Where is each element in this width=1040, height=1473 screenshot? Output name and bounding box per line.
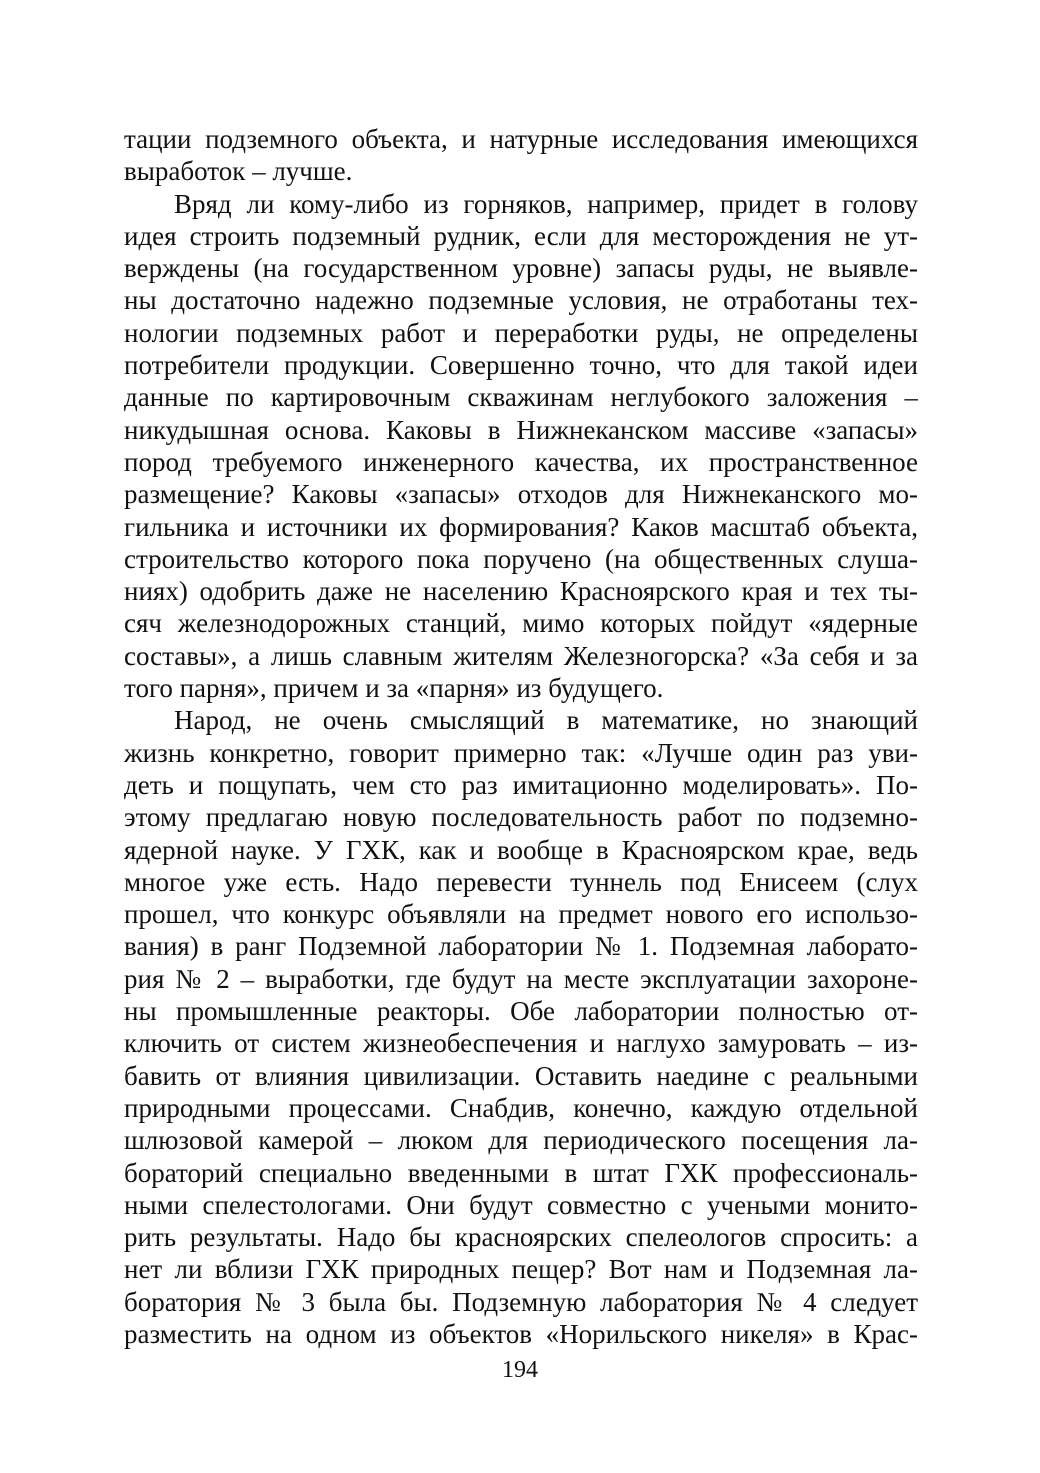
text-line: составы», а лишь славным жителям Железногорска? «За себя и за bbox=[124, 640, 918, 671]
text-line: деть и пощупать, чем сто раз имитационно моделировать». По- bbox=[124, 769, 918, 800]
body-text bbox=[124, 123, 918, 1350]
text-line: пород требуемого инженерного качества, их пространственное bbox=[124, 446, 918, 477]
text-line: потребители продукции. Совершенно точно, что для такой идеи bbox=[124, 350, 918, 381]
text-line: Вряд ли кому-либо из горняков, например, придет в голову bbox=[174, 188, 918, 219]
text-line: того парня», причем и за «парня» из будущего. bbox=[124, 673, 664, 704]
text-line: никудышная основа. Каковы в Нижнеканском массиве «запасы» bbox=[124, 414, 918, 445]
text-line: бораторий специально введенными в штат ГХК профессиональ- bbox=[124, 1157, 918, 1188]
text-line: ядерной науке. У ГХК, как и вообще в Красноярском крае, ведь bbox=[124, 834, 918, 865]
text-line: нологии подземных работ и переработки руды, не определены bbox=[124, 317, 918, 348]
text-line: ны промышленные реакторы. Обе лаборатории полностью от- bbox=[124, 996, 918, 1027]
text-line: ниях) одобрить даже не населению Красноярского края и тех ты- bbox=[124, 576, 918, 607]
page-number: 194 bbox=[502, 1357, 538, 1383]
text-line: тации подземного объекта, и натурные исследования имеющихся bbox=[124, 124, 918, 154]
text-line: рия № 2 – выработки, где будут на месте эксплуатации захороне- bbox=[124, 963, 918, 994]
text-line: жизнь конкретно, говорит примерно так: «Лучше один раз уви- bbox=[124, 737, 918, 768]
text-line: разместить на одном из объектов «Норильского никеля» в Крас- bbox=[124, 1318, 918, 1349]
text-line: боратория № 3 была бы. Подземную лаборатория № 4 следует bbox=[124, 1286, 918, 1317]
text-line: рить результаты. Надо бы красноярских спелеологов спросить: а bbox=[124, 1222, 918, 1253]
text-line: ны достаточно надежно подземные условия, не отработаны тех- bbox=[124, 285, 918, 316]
text-line: строительство которого пока поручено (на общественных слуша- bbox=[124, 543, 918, 574]
text-line: выработок – лучше. bbox=[124, 156, 353, 187]
text-line: многое уже есть. Надо перевести туннель под Енисеем (слух bbox=[124, 866, 918, 897]
text-line: этому предлагаю новую последовательность работ по подземно- bbox=[124, 802, 918, 833]
text-line: бавить от влияния цивилизации. Оставить наедине с реальными bbox=[124, 1060, 918, 1091]
text-line: идея строить подземный рудник, если для месторождения не ут- bbox=[124, 220, 918, 251]
text-line: шлюзовой камерой – люком для периодического посещения ла- bbox=[124, 1125, 918, 1156]
text-line: сяч железнодорожных станций, мимо которых пойдут «ядерные bbox=[124, 608, 918, 639]
text-line: ными спелестологами. Они будут совместно с учеными монито- bbox=[124, 1189, 918, 1220]
text-line: нет ли вблизи ГХК природных пещер? Вот нам и Подземная ла- bbox=[124, 1254, 918, 1285]
text-line: размещение? Каковы «запасы» отходов для Нижнеканского мо- bbox=[124, 479, 918, 510]
text-line: данные по картировочным скважинам неглубокого заложения – bbox=[124, 382, 918, 413]
text-line: верждены (на государственном уровне) запасы руды, не выявле- bbox=[124, 253, 918, 284]
text-line: гильника и источники их формирования? Каков масштаб объекта, bbox=[124, 511, 918, 542]
text-line: Народ, не очень смыслящий в математике, но знающий bbox=[174, 705, 918, 736]
text-line: вания) в ранг Подземной лаборатории № 1. Подземная лаборато- bbox=[124, 931, 918, 962]
text-line: природными процессами. Снабдив, конечно, каждую отдельной bbox=[124, 1092, 918, 1123]
text-line: прошел, что конкурс объявляли на предмет нового его использо- bbox=[124, 899, 918, 930]
text-line: ключить от систем жизнеобеспечения и наглухо замуровать – из- bbox=[124, 1028, 918, 1059]
